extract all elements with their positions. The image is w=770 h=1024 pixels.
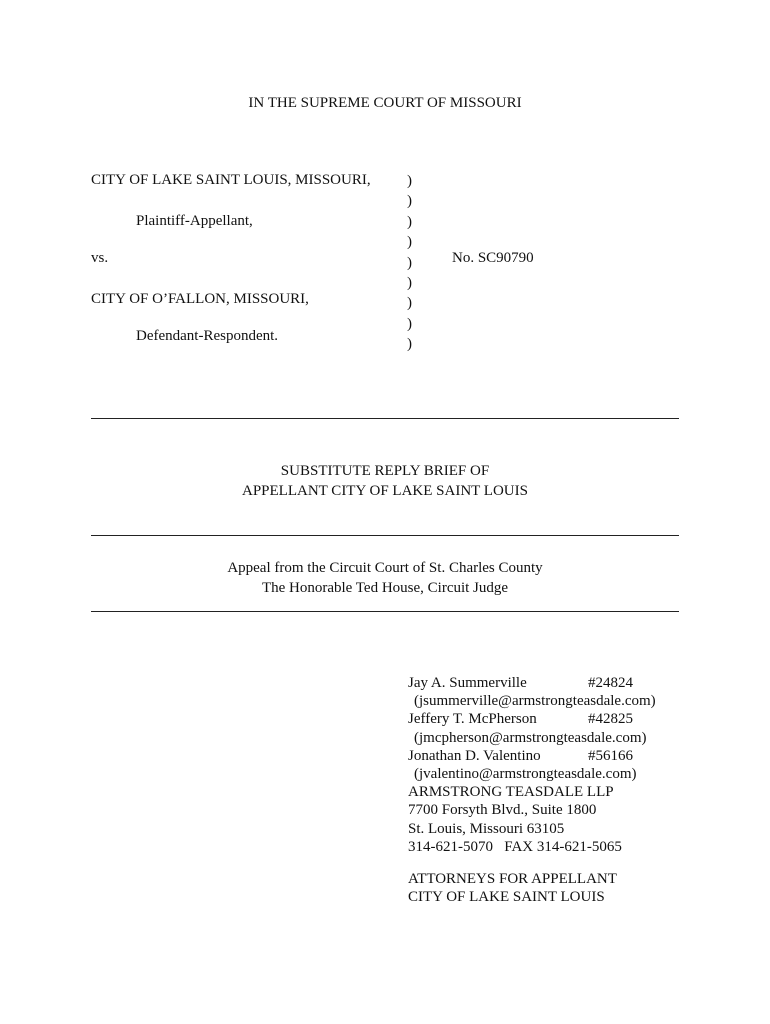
- plaintiff-role: Plaintiff-Appellant,: [136, 213, 253, 229]
- attorneys-for-line: CITY OF LAKE SAINT LOUIS: [408, 889, 605, 906]
- defendant-role: Defendant-Respondent.: [136, 328, 279, 344]
- attorney-name: Jonathan D. Valentino: [408, 747, 541, 764]
- versus-label: vs.: [91, 250, 109, 266]
- appeal-info: [0, 558, 770, 598]
- appeal-judge-line: The Honorable Ted House, Circuit Judge: [261, 580, 509, 596]
- appeal-court-line: Appeal from the Circuit Court of St. Charles County: [227, 560, 543, 576]
- firm-name: ARMSTRONG TEASDALE LLP: [408, 784, 614, 801]
- caption-paren-column: [407, 172, 412, 356]
- attorney-email: (jsummerville@armstrongteasdale.com): [414, 693, 656, 710]
- brief-title-line: SUBSTITUTE REPLY BRIEF OF: [280, 463, 490, 479]
- caption-paren: ): [407, 173, 412, 189]
- attorney-email: (jmcpherson@armstrongteasdale.com): [414, 729, 647, 746]
- firm-phone-fax: 314-621-5070 FAX 314-621-5065: [408, 838, 622, 855]
- caption-paren: ): [407, 254, 412, 271]
- attorney-line: [408, 747, 656, 765]
- attorney-line: [408, 674, 656, 692]
- caption-paren: ): [407, 213, 412, 230]
- caption-paren: ): [407, 315, 412, 332]
- case-number: No. SC90790: [452, 250, 534, 266]
- firm-address-street: 7700 Forsyth Blvd., Suite 1800: [408, 802, 597, 819]
- attorney-name: Jay A. Summerville: [408, 675, 527, 691]
- divider-top: [91, 418, 679, 419]
- court-title: IN THE SUPREME COURT OF MISSOURI: [248, 95, 522, 111]
- attorneys-for-line: ATTORNEYS FOR APPELLANT: [408, 870, 617, 887]
- counsel-block: [408, 674, 656, 906]
- caption-paren: ): [407, 234, 412, 251]
- spacer: [408, 856, 656, 870]
- caption-paren: ): [407, 295, 412, 312]
- defendant-name: CITY OF O’FALLON, MISSOURI,: [91, 291, 309, 307]
- attorney-name: Jeffery T. McPherson: [408, 711, 537, 728]
- caption-paren: ): [407, 274, 412, 291]
- attorney-bar-number: #42825: [588, 711, 633, 728]
- caption-paren: ): [407, 336, 412, 353]
- attorney-email: (jvalentino@armstrongteasdale.com): [414, 765, 637, 782]
- attorney-bar-number: #24824: [588, 675, 633, 691]
- attorney-bar-number: #56166: [588, 747, 633, 764]
- caption-paren: ): [407, 193, 412, 210]
- divider-bottom: [91, 611, 679, 612]
- brief-title: [0, 461, 770, 501]
- plaintiff-name: CITY OF LAKE SAINT LOUIS, MISSOURI,: [91, 172, 371, 188]
- attorney-line: [408, 710, 656, 728]
- brief-title-line: APPELLANT CITY OF LAKE SAINT LOUIS: [242, 483, 528, 499]
- firm-address-city: St. Louis, Missouri 63105: [408, 820, 565, 837]
- divider-middle: [91, 535, 679, 536]
